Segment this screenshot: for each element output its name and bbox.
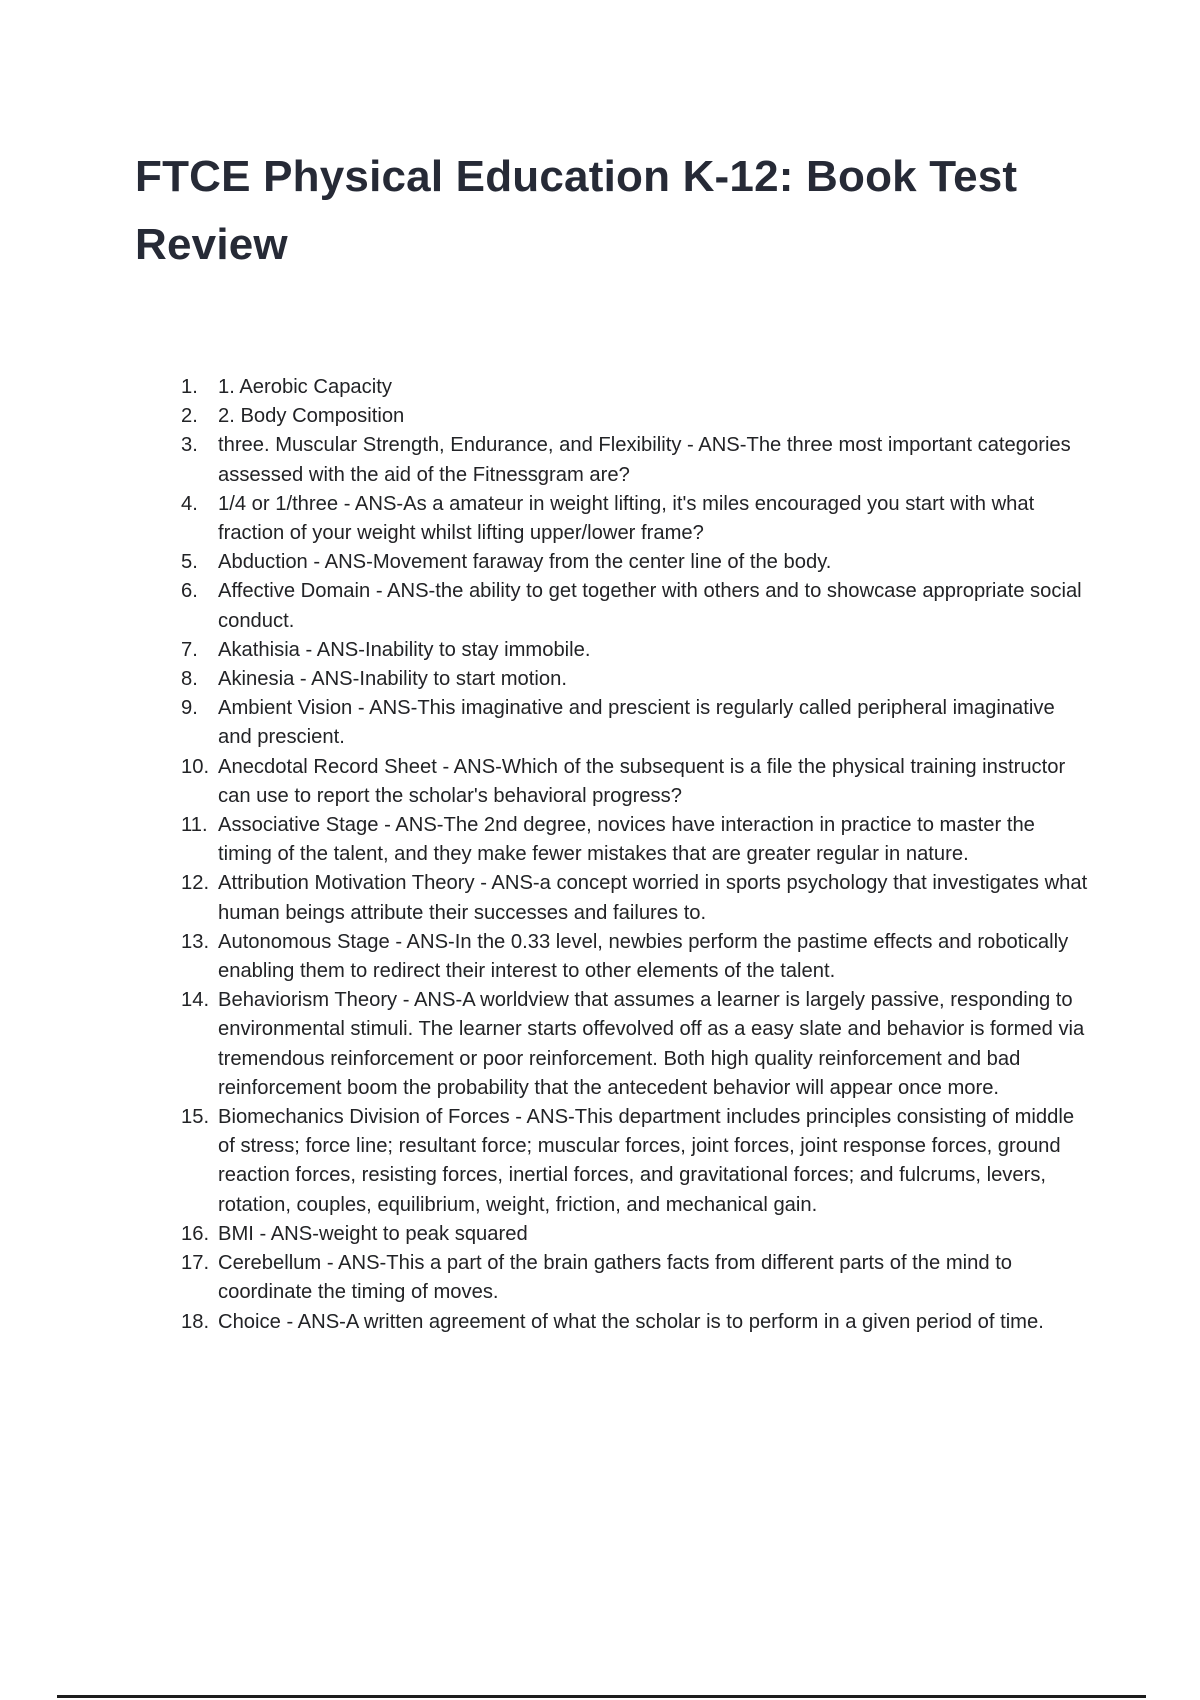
- item-text: 1/4 or 1/three - ANS-As a amateur in weight lifting, it's miles encouraged you start with what fraction of your weight whilst lifting upper/lower frame?: [218, 492, 1035, 545]
- item-number: 5.: [181, 551, 198, 574]
- item-text: 1. Aerobic Capacity: [218, 376, 392, 398]
- item-number: 9.: [181, 697, 198, 720]
- list-item: [0, 1103, 1200, 1220]
- item-text: Ambient Vision - ANS-This imaginative and prescient is regularly called peripheral imaginative and prescient.: [218, 697, 1055, 749]
- list-item: [0, 928, 1200, 986]
- list-item: [0, 986, 1200, 1103]
- list-item: [0, 753, 1200, 811]
- item-number: 3.: [181, 434, 198, 457]
- item-text: 2. Body Composition: [218, 405, 405, 428]
- list-item: [0, 490, 1200, 548]
- list-item: [0, 811, 1200, 869]
- list-item: [0, 1220, 1200, 1249]
- item-number: 1.: [181, 376, 198, 398]
- list-item: [0, 431, 1200, 489]
- item-number: 18.: [181, 1310, 210, 1333]
- page-bottom-rule: [57, 1695, 1146, 1698]
- list-item: [0, 1308, 1200, 1337]
- item-number: 7.: [181, 638, 198, 661]
- list-item: [0, 373, 1200, 402]
- item-text: Akathisia - ANS-Inability to stay immobile.: [218, 638, 591, 661]
- list-item: [0, 636, 1200, 665]
- item-text: Biomechanics Division of Forces - ANS-This department includes principles consisting of middle of stress; force line; resultant force; muscular forces, joint forces, joint response forces, ground reaction forces, resisting forces, inertial forces, and gravitational forces; and fulcrums, levers, rotation, couples, equilibrium, weight, friction, and mechanical gain.: [218, 1106, 1075, 1216]
- item-number: 12.: [181, 872, 210, 895]
- item-number: 8.: [181, 668, 198, 691]
- item-text: Attribution Motivation Theory - ANS-a concept worried in sports psychology that investigates what human beings attribute their successes and failures to.: [218, 872, 1088, 924]
- item-number: 2.: [181, 405, 198, 428]
- item-number: 10.: [181, 755, 210, 778]
- list-item: [0, 665, 1200, 694]
- item-number: 11.: [181, 814, 208, 837]
- item-text: Behaviorism Theory - ANS-A worldview that assumes a learner is largely passive, responding to environmental stimuli. The learner starts offevolved off as a easy slate and behavior is formed via tremendous reinforcement or poor reinforcement. Both high quality reinforcement and bad reinforcement boom the probability that the antecedent behavior will appear once more.: [218, 989, 1085, 1099]
- item-text: Akinesia - ANS-Inability to start motion.: [218, 668, 567, 691]
- list-item: [0, 694, 1200, 752]
- item-number: 13.: [181, 930, 210, 953]
- item-number: 17.: [181, 1252, 210, 1275]
- item-text: Abduction - ANS-Movement faraway from the center line of the body.: [218, 551, 832, 574]
- page-title: FTCE Physical Education K-12: Book Test Review: [135, 152, 1018, 269]
- item-number: 4.: [181, 492, 198, 515]
- item-text: Affective Domain - ANS-the ability to get together with others and to showcase appropriate social conduct.: [218, 580, 1082, 632]
- item-text: Autonomous Stage - ANS-In the 0.33 level, newbies perform the pastime effects and robotically enabling them to redirect their interest to other elements of the talent.: [218, 930, 1069, 983]
- item-number: 14.: [181, 989, 210, 1012]
- list-item: [0, 1249, 1200, 1307]
- list-item: [0, 577, 1200, 635]
- item-text: BMI - ANS-weight to peak squared: [218, 1222, 528, 1245]
- qa-list: [0, 373, 1200, 1337]
- item-text: Choice - ANS-A written agreement of what the scholar is to perform in a given period of time.: [218, 1310, 1044, 1333]
- item-text: Anecdotal Record Sheet - ANS-Which of the subsequent is a file the physical training instructor can use to report the scholar's behavioral progress?: [218, 755, 1066, 807]
- item-number: 15.: [181, 1106, 210, 1129]
- list-item: [0, 548, 1200, 577]
- list-item: [0, 402, 1200, 431]
- item-text: Associative Stage - ANS-The 2nd degree, novices have interaction in practice to master the timing of the talent, and they make fewer mistakes that are greater regular in nature.: [218, 814, 1035, 866]
- item-number: 6.: [181, 580, 198, 603]
- list-item: [0, 869, 1200, 927]
- item-number: 16.: [181, 1222, 210, 1245]
- item-text: three. Muscular Strength, Endurance, and Flexibility - ANS-The three most important categories assessed with the aid of the Fitnessgram are?: [218, 434, 1071, 486]
- item-text: Cerebellum - ANS-This a part of the brain gathers facts from different parts of the mind to coordinate the timing of moves.: [218, 1252, 1013, 1304]
